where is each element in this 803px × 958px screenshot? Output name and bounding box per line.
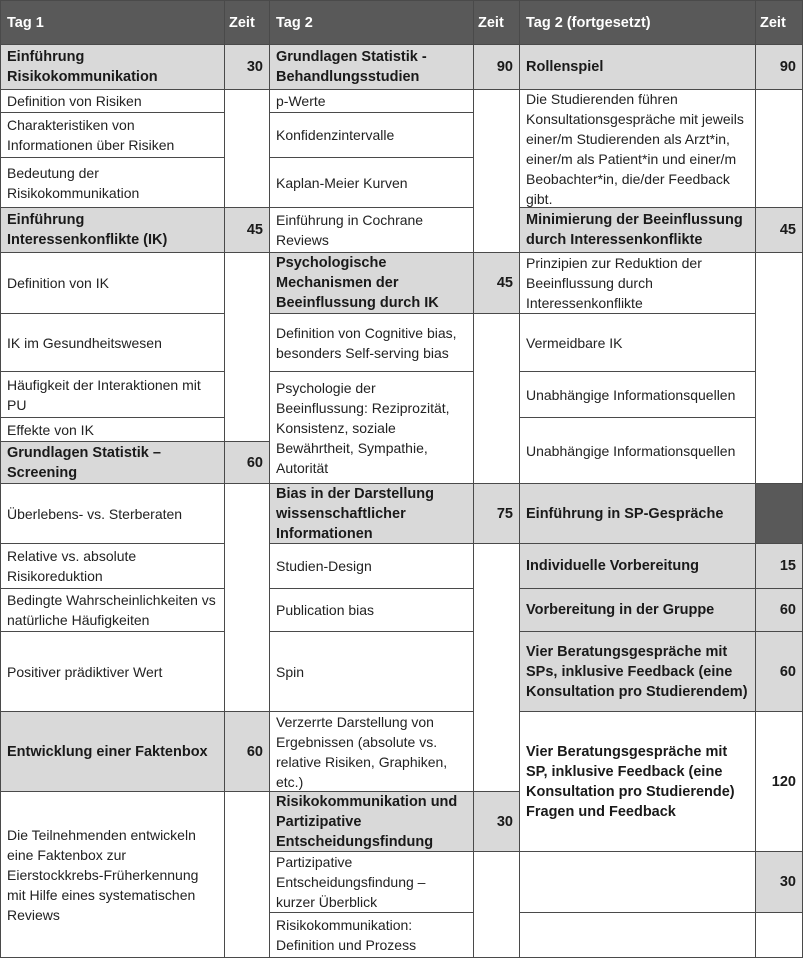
- day2c-section-role-play: Rollenspiel: [520, 45, 756, 90]
- day2-topic: Definition von Cognitive bias, besonders Self-serving bias: [270, 314, 474, 372]
- day2c-topic: Vermeidbare IK: [520, 314, 756, 372]
- day2c-section-four-consultations-sps: Vier Beratungsgespräche mit SPs, inklusive Feedback (eine Konsultation pro Studierendem): [520, 632, 756, 712]
- day2c-section-four-consultations-sp: Vier Beratungsgespräche mit SP, inklusive Feedback (eine Konsultation pro Studierende) Fragen und Feedback: [520, 712, 756, 852]
- day1-time-blank: [225, 253, 270, 442]
- day2c-section3-time-dark: [756, 484, 803, 544]
- day1-factbox-description: Die Teilnehmenden entwickeln eine Faktenbox zur Eierstockkrebs-Früherkennung mit Hilfe eines systematischen Reviews: [0, 792, 225, 958]
- day2c-topic: Unabhängige Informationsquellen: [520, 418, 756, 484]
- day2-section-shared-decision-making: Risikokommunikation und Partizipative Entscheidungsfindung: [270, 792, 474, 852]
- header-time3: Zeit: [756, 0, 803, 45]
- day1-topic: Bedingte Wahrscheinlichkeiten vs natürliche Häufigkeiten: [0, 589, 225, 632]
- day1-topic: IK im Gesundheitswesen: [0, 314, 225, 372]
- day1-topic: Definition von IK: [0, 253, 225, 314]
- day2-topic: Kaplan-Meier Kurven: [270, 158, 474, 208]
- day2-topic: Konfidenzintervalle: [270, 113, 474, 158]
- day2-topic: Verzerrte Darstellung von Ergebnissen (absolute vs. relative Risiken, Graphiken, etc.): [270, 712, 474, 792]
- day2-time-blank: [474, 544, 520, 792]
- day2c-time-blank: [756, 90, 803, 208]
- day2-time-blank: [474, 90, 520, 253]
- day2c-empty-cell: [756, 913, 803, 958]
- day2-section-psychological-mechanisms: Psychologische Mechanismen der Beeinflussung durch IK: [270, 253, 474, 314]
- day1-section4-time: 60: [225, 712, 270, 792]
- day1-topic: Häufigkeit der Interaktionen mit PU: [0, 372, 225, 418]
- day2c-section8-time: 30: [756, 852, 803, 913]
- header-time1: Zeit: [225, 0, 270, 45]
- day1-section-statistics-screening: Grundlagen Statistik – Screening: [0, 442, 225, 484]
- day2-time-blank: [474, 852, 520, 958]
- day2c-section5-time: 60: [756, 589, 803, 632]
- header-day2: Tag 2: [270, 0, 474, 45]
- day2-topic: Risikokommunikation: Definition und Prozess: [270, 913, 474, 958]
- day2c-section1-time: 90: [756, 45, 803, 90]
- day2-section-bias-presentation: Bias in der Darstellung wissenschaftlicher Informationen: [270, 484, 474, 544]
- day2c-role-play-description: Die Studierenden führen Konsultationsgespräche mit jeweils einer/m Studierenden als Arzt*in, einer/m als Patient*in und einer/m Beobachter*in, die/der Feedback gibt.: [520, 90, 756, 208]
- header-day2-cont: Tag 2 (fortgesetzt): [520, 0, 756, 45]
- day2-section2-time: 45: [474, 253, 520, 314]
- day2c-section6-time: 60: [756, 632, 803, 712]
- day2c-section4-time: 15: [756, 544, 803, 589]
- day1-topic: Charakteristiken von Informationen über Risiken: [0, 113, 225, 158]
- day2c-empty-cell: [520, 852, 756, 913]
- day2c-topic: Unabhängige Informationsquellen: [520, 372, 756, 418]
- day1-topic: Effekte von IK: [0, 418, 225, 442]
- day1-topic: Überlebens- vs. Sterberaten: [0, 484, 225, 544]
- day2-topic: Einführung in Cochrane Reviews: [270, 208, 474, 253]
- day1-section3-time: 60: [225, 442, 270, 484]
- header-day1: Tag 1: [0, 0, 225, 45]
- day2-topic: Spin: [270, 632, 474, 712]
- day2-section3-time: 75: [474, 484, 520, 544]
- day1-topic: Positiver prädiktiver Wert: [0, 632, 225, 712]
- day1-section1-time: 30: [225, 45, 270, 90]
- day2-topic: Partizipative Entscheidungsfindung – kurzer Überblick: [270, 852, 474, 913]
- day2c-empty-cell: [520, 913, 756, 958]
- day2-topic: Studien-Design: [270, 544, 474, 589]
- day2c-topic: Prinzipien zur Reduktion der Beeinflussung durch Interessenkonflikte: [520, 253, 756, 314]
- day2c-section-group-prep: Vorbereitung in der Gruppe: [520, 589, 756, 632]
- day1-section-factbox: Entwicklung einer Faktenbox: [0, 712, 225, 792]
- day1-time-blank: [225, 90, 270, 208]
- header-time2: Zeit: [474, 0, 520, 45]
- day2c-section2-time: 45: [756, 208, 803, 253]
- day1-section2-time: 45: [225, 208, 270, 253]
- day2-topic: p-Werte: [270, 90, 474, 113]
- day2-section1-time: 90: [474, 45, 520, 90]
- day2-time-blank: [474, 314, 520, 484]
- day2c-section-minimize-influence: Minimierung der Beeinflussung durch Interessenkonflikte: [520, 208, 756, 253]
- day2c-section-individual-prep: Individuelle Vorbereitung: [520, 544, 756, 589]
- day1-topic: Bedeutung der Risikokommunikation: [0, 158, 225, 208]
- day2-topic: Publication bias: [270, 589, 474, 632]
- day2c-section-sp-intro: Einführung in SP-Gespräche: [520, 484, 756, 544]
- day1-section-risk-communication: Einführung Risikokommunikation: [0, 45, 225, 90]
- day2-section-statistics-treatment: Grundlagen Statistik - Behandlungsstudien: [270, 45, 474, 90]
- day1-time-blank: [225, 792, 270, 958]
- day2-section4-time: 30: [474, 792, 520, 852]
- day1-topic: Definition von Risiken: [0, 90, 225, 113]
- day2-topic: Psychologie der Beeinflussung: Reziprozität, Konsistenz, soziale Bewährtheit, Sympathie, Autorität: [270, 372, 474, 484]
- day1-time-blank: [225, 484, 270, 712]
- day2c-time-blank: [756, 253, 803, 484]
- day1-section-conflicts-of-interest: Einführung Interessenkonflikte (IK): [0, 208, 225, 253]
- day2c-section7-time: 120: [756, 712, 803, 852]
- day1-topic: Relative vs. absolute Risikoreduktion: [0, 544, 225, 589]
